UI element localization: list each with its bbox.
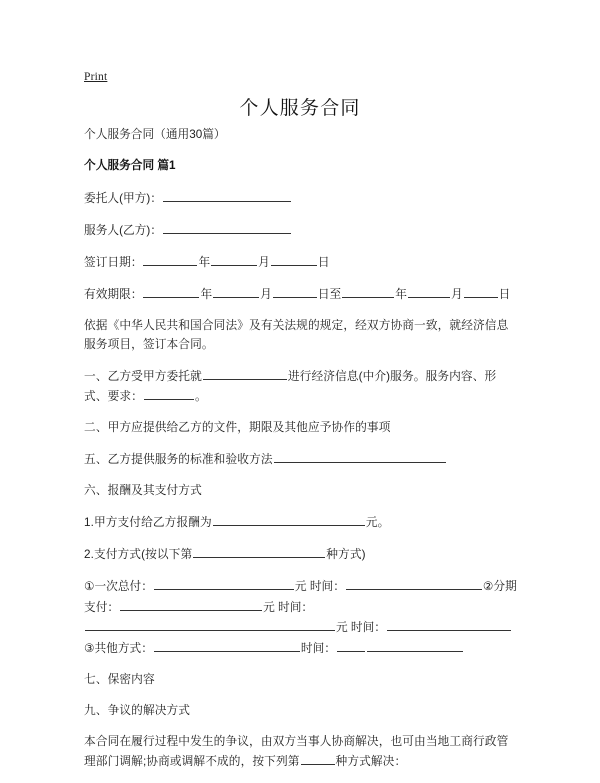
validity-label: 有效期限： (84, 288, 143, 301)
validity-to-unit: 日至 (317, 288, 342, 301)
sign-date-month-blank[interactable] (211, 252, 257, 266)
option-2-amount-blank[interactable] (120, 597, 262, 611)
client-label: 委托人(甲方)： (84, 192, 162, 205)
clause-nine: 九、争议的解决方式 (84, 704, 191, 717)
payment-item-1-text-b: 元。 (365, 516, 390, 529)
payment-options-block (84, 576, 518, 658)
sign-date-label: 签订日期： (84, 256, 143, 269)
sign-date-year-unit: 年 (198, 256, 211, 269)
payment-item-2-text-a: 2.支付方式(按以下第 (84, 548, 193, 561)
field-row-validity (84, 284, 518, 304)
clause-five (84, 449, 518, 469)
sign-date-year-blank[interactable] (143, 252, 197, 266)
field-row-client (84, 188, 518, 208)
dispute-method-blank[interactable] (301, 751, 335, 765)
sign-date-day-unit: 日 (317, 256, 330, 269)
clause-one-text-a: 一、乙方受甲方委托就 (84, 370, 202, 383)
sign-date-day-blank[interactable] (271, 252, 317, 266)
sign-date-month-unit: 月 (258, 256, 270, 269)
document-subtitle: 个人服务合同（通用30篇） (84, 128, 226, 141)
section-heading: 个人服务合同 篇1 (84, 159, 176, 172)
option-1-amount-blank[interactable] (154, 576, 294, 590)
option-3-time-blank[interactable] (337, 638, 365, 652)
validity-start-year-blank[interactable] (143, 284, 199, 298)
validity-start-month-blank[interactable] (213, 284, 259, 298)
payment-option-2-label: 分期支付： (84, 580, 517, 614)
payment-option-1-label: ①一次总付： (84, 580, 153, 593)
payment-item-1-text-a: 1.甲方支付给乙方报酬为 (84, 516, 212, 529)
clause-five-blank[interactable] (274, 449, 446, 463)
validity-start-day-blank[interactable] (273, 284, 317, 298)
payment-option-2-marker: ② (482, 580, 494, 593)
payment-item-2 (84, 544, 518, 564)
clause-seven: 七、保密内容 (84, 673, 155, 686)
validity-end-month-unit: 月 (450, 288, 463, 301)
option-3-content-blank[interactable] (154, 638, 300, 652)
clause-one-requirement-blank[interactable] (144, 386, 194, 400)
clause-one (84, 366, 518, 406)
dispute-text-a: 本合同在履行过程中发生的争议，由双方当事人协商解决，也可由当地工商行政管理部门调解;协商或调解不成的，按下列第 (84, 735, 509, 768)
clause-one-text-c: 。 (194, 390, 207, 403)
validity-end-day-unit: 日 (498, 288, 511, 301)
payment-item-1 (84, 512, 518, 532)
validity-start-year-unit: 年 (200, 288, 213, 301)
validity-start-month-unit: 月 (260, 288, 272, 301)
validity-end-year-blank[interactable] (342, 284, 394, 298)
preamble-paragraph: 依据《中华人民共和国合同法》及有关法规的规定，经双方协商一致，就经济信息服务项目，签订本合同。 (84, 319, 509, 351)
option-1-unit: 元 时间： (294, 580, 345, 593)
payment-method-blank[interactable] (193, 544, 325, 558)
option-2-unit-b: 元 时间： (336, 621, 386, 634)
field-row-sign-date (84, 252, 518, 272)
field-row-provider (84, 220, 518, 240)
provider-input-blank[interactable] (163, 220, 291, 234)
document-body (84, 126, 518, 783)
validity-end-year-unit: 年 (395, 288, 407, 301)
option-2-time-blank[interactable] (387, 617, 511, 631)
client-input-blank[interactable] (163, 188, 291, 202)
dispute-paragraph (84, 732, 518, 771)
option-2-amount-blank-2[interactable] (85, 617, 335, 631)
payment-item-2-text-b: 种方式) (326, 548, 366, 561)
dispute-text-b: 种方式解决： (335, 755, 407, 768)
option-2-unit: 元 时间： (263, 600, 314, 614)
option-3-trailing-blank[interactable] (367, 638, 463, 652)
validity-end-month-blank[interactable] (408, 284, 450, 298)
validity-end-day-blank[interactable] (464, 284, 498, 298)
clause-one-blank[interactable] (203, 366, 287, 380)
clause-six-heading: 六、报酬及其支付方式 (84, 484, 202, 497)
provider-label: 服务人(乙方)： (84, 224, 162, 237)
clause-five-text: 五、乙方提供服务的标准和验收方法 (84, 453, 273, 466)
clause-two: 二、甲方应提供给乙方的文件，期限及其他应予协作的事项 (84, 421, 391, 434)
page-title: 个人服务合同 (239, 98, 361, 119)
payment-amount-blank[interactable] (213, 512, 365, 526)
payment-option-3-marker: ③共他方式： (84, 641, 153, 655)
clause-one-text-b: 进行经济信息(中介)服务。服务内容、形式、要求： (84, 370, 497, 403)
print-link[interactable]: Print (84, 71, 108, 83)
option-1-time-blank[interactable] (346, 576, 482, 590)
option-3-time-label: 时间： (300, 641, 336, 655)
